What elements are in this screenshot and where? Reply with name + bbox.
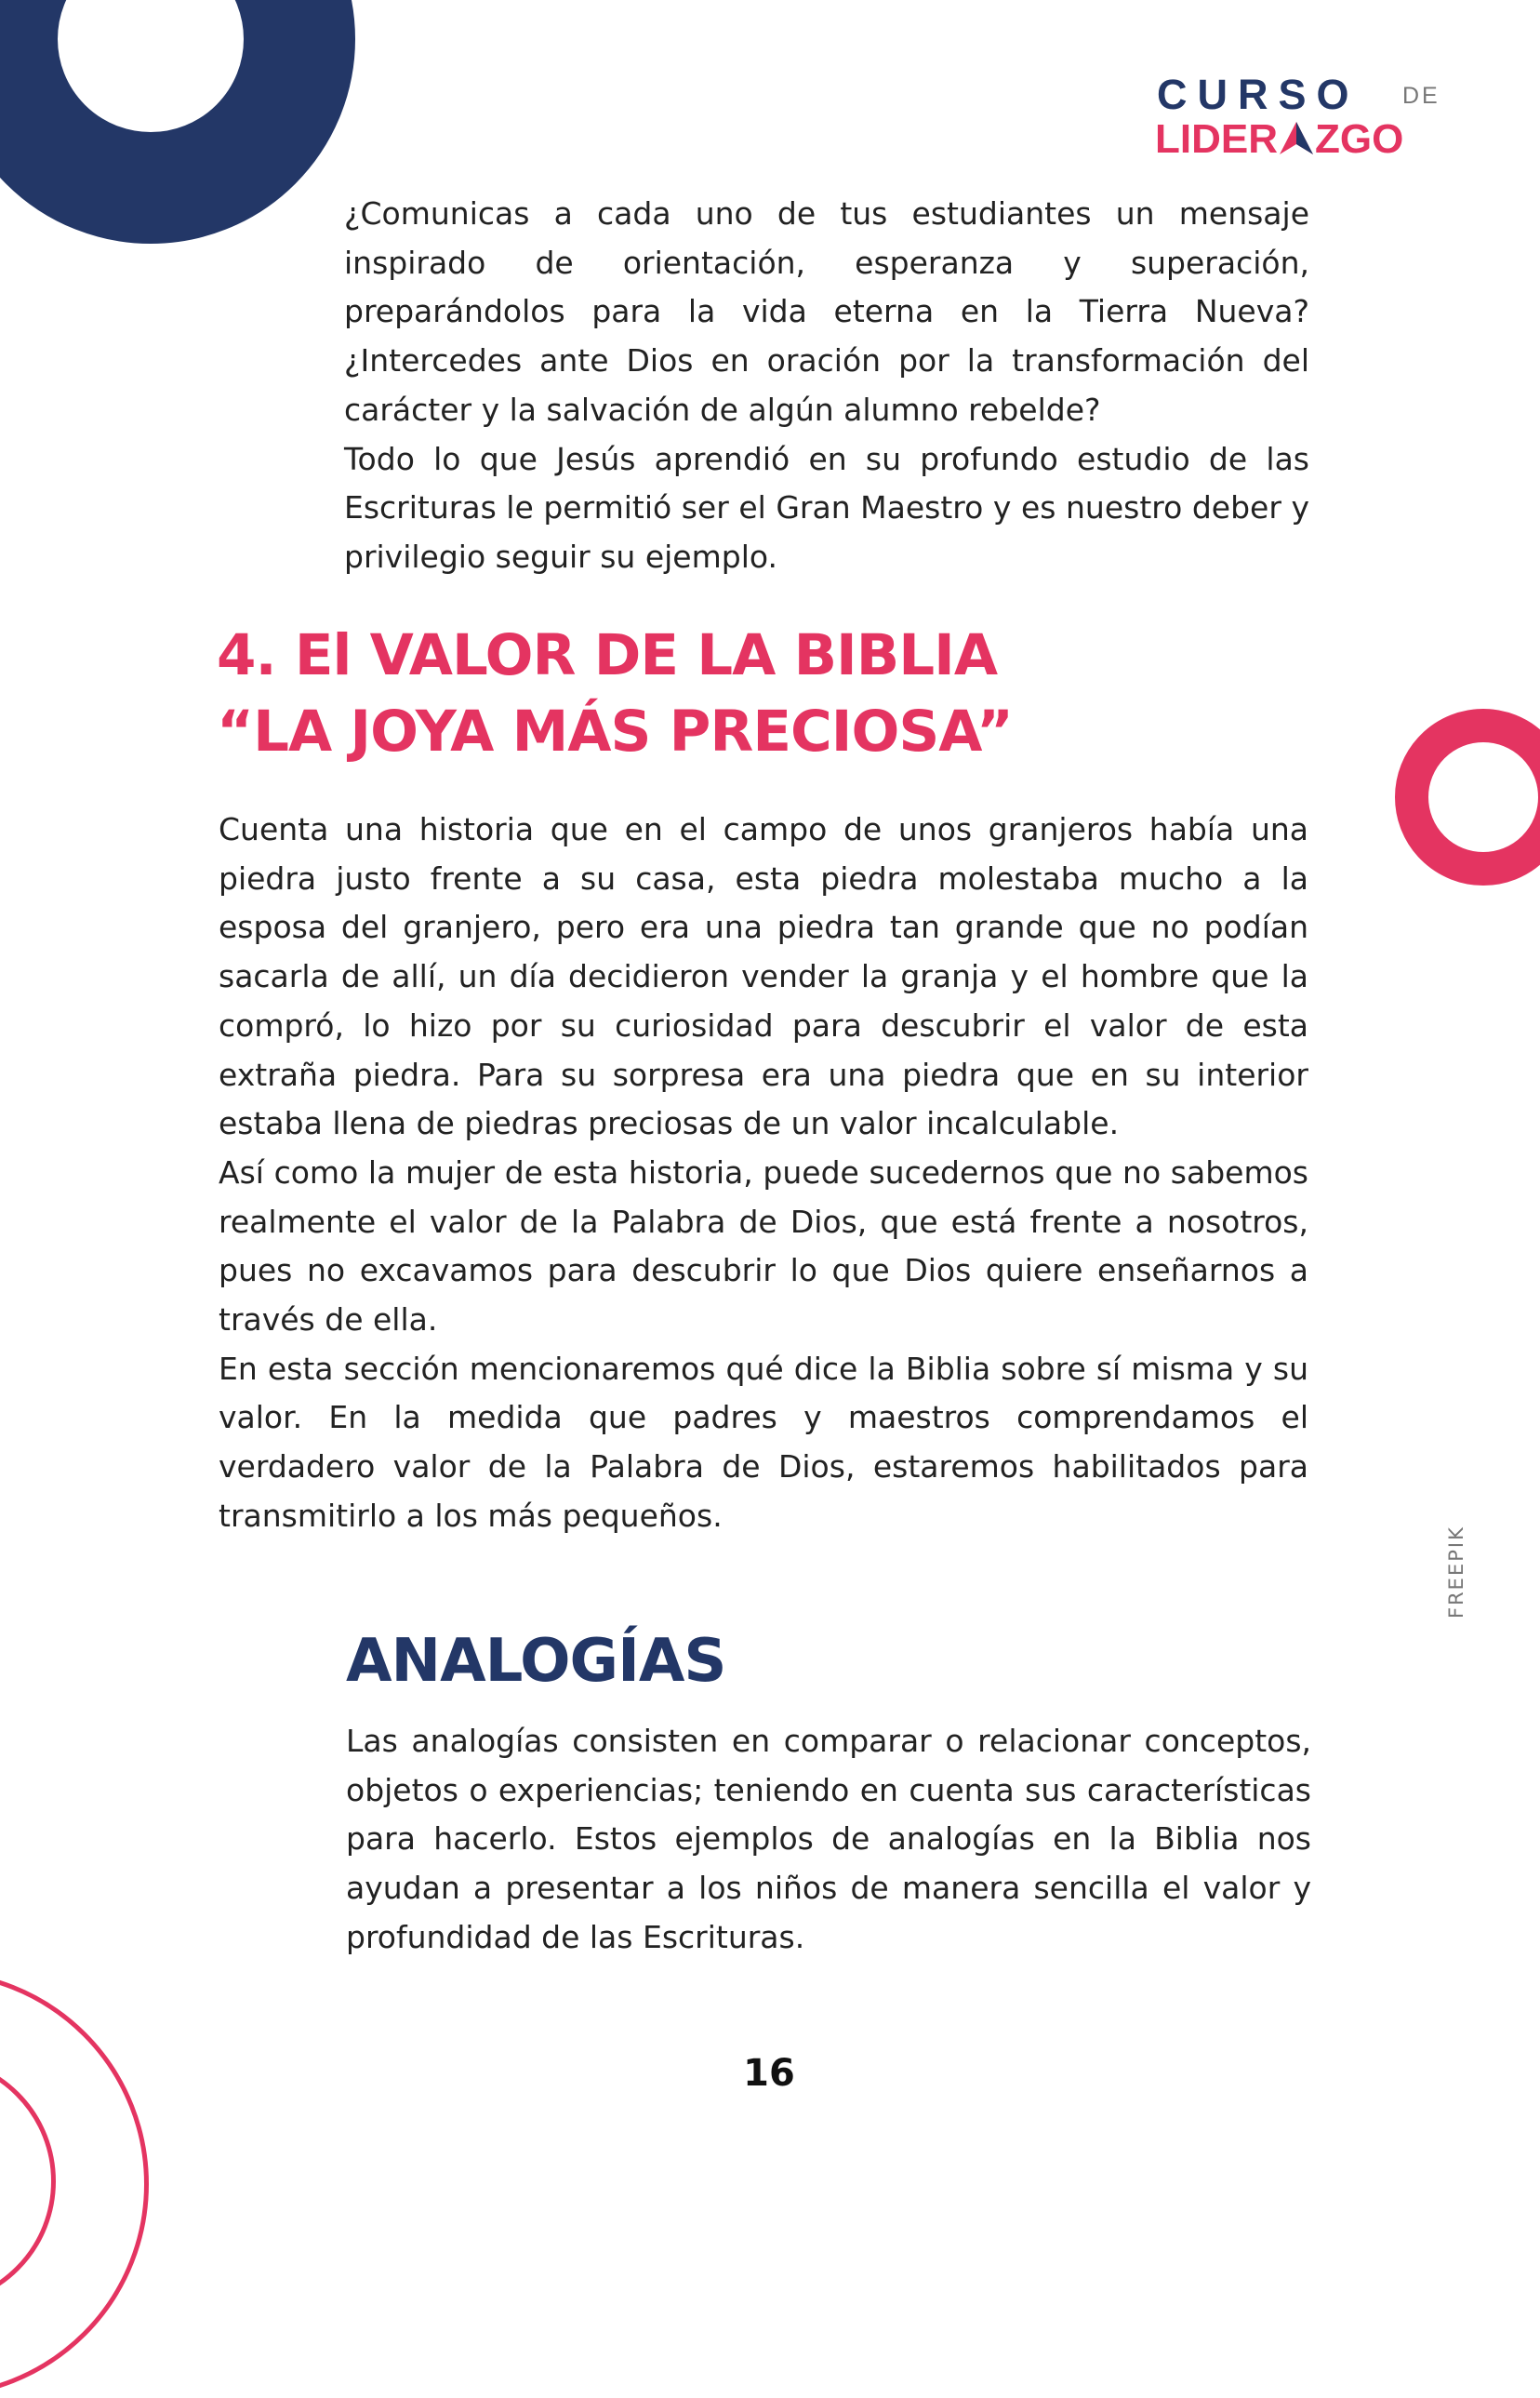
logo-de-text: DE [1402,83,1440,109]
section-body [219,806,1308,1541]
course-logo [1153,71,1451,164]
page-number: 16 [743,2052,795,2095]
story-paragraph: Cuenta una historia que en el campo de unos granjeros había una piedra justo frente a su casa, esta piedra molestaba mucho a la esposa del granjero, pero era una piedra tan grande que no podían sacarla de allí, un día decidieron vender la granja y el hombre que la compró, lo hizo por su curiosidad para descubrir el valor de esta extraña piedra. Para su sorpresa era una piedra que en su interior estaba llena de piedras preciosas de un valor incalculable. [219,811,1308,1142]
logo-a-arrow-icon [1278,119,1315,156]
intro-paragraph: ¿Comunicas a cada uno de tus estudiantes un mensaje inspirado de orientación, esperanza y superación, preparándolos para la vida eterna en la Tierra Nueva? ¿Intercedes ante Dios en oración por la transformación del carácter y la salvación de algún alumno rebelde? Todo lo que Jesús aprendió en su profundo estudio de las Escrituras le permitió ser el Gran Maestro y es nuestro deber y privilegio seguir su ejemplo. [344,195,1309,575]
section-title: 4. El VALOR DE LA BIBLIA “LA JOYA MÁS PRECIOSA” [217,622,1013,765]
logo-curso-text: CURSO [1157,71,1360,118]
image-credit: FREEPIK [1445,1525,1467,1619]
logo-lider-part: LIDER [1155,116,1278,162]
purpose-paragraph: En esta sección mencionaremos qué dice la Biblia sobre sí misma y su valor. En la medida que padres y maestros comprendamos el verdadero valor de la Palabra de Dios, estaremos habilitados para transmitirlo a los más pequeños. [219,1350,1308,1534]
analogias-heading: ANALOGÍAS [346,1627,726,1696]
logo-liderazgo-text [1155,115,1403,164]
logo-zgo-part: ZGO [1315,116,1404,162]
decorative-pink-ring [1395,709,1540,886]
reflection-paragraph: Así como la mujer de esta historia, puede sucedernos que no sabemos realmente el valor de la Palabra de Dios, que está frente a nosotros, pues no excavamos para descubrir lo que Dios quiere enseñarnos a través de ella. [219,1153,1308,1339]
decorative-navy-ring [0,0,355,244]
analogias-paragraph: Las analogías consisten en comparar o relacionar conceptos, objetos o experiencias; teniendo en cuenta sus características para hacerlo. Estos ejemplos de analogías en la Biblia nos ayudan a presentar a los niños de manera sencilla el valor y profundidad de las Escrituras. [346,1723,1311,1955]
